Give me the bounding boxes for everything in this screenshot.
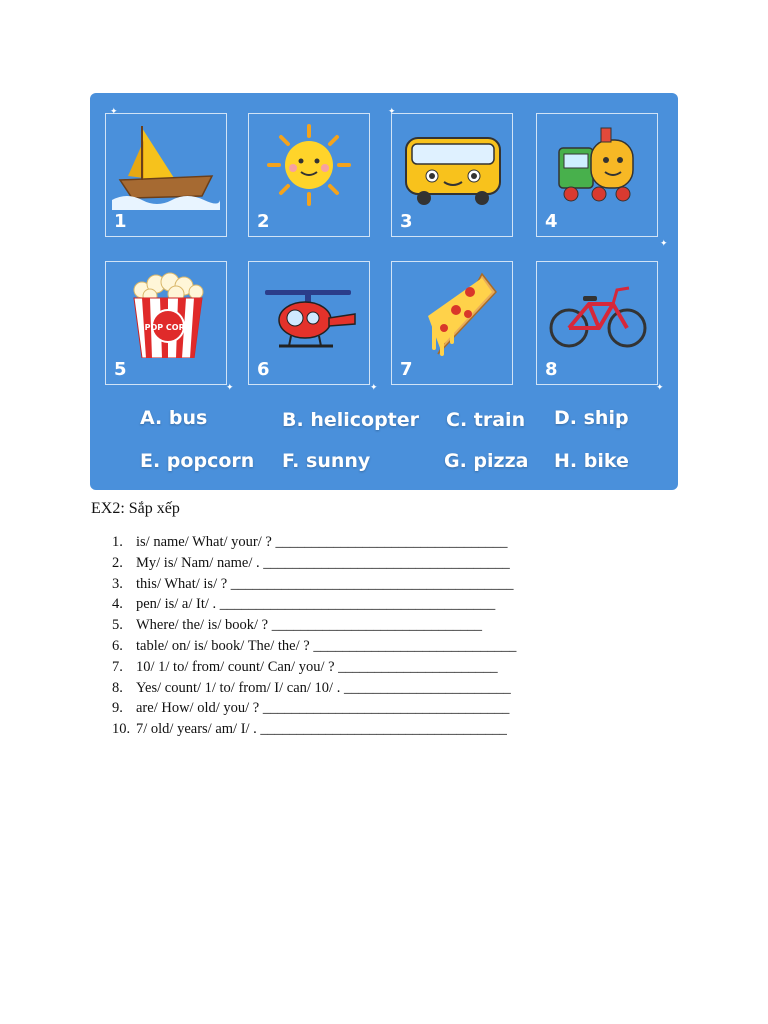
picture-card-6: [248, 261, 370, 385]
list-item: 10. 7/ old/ years/ am/ I/ . __________________________________: [112, 721, 507, 738]
list-item: 8. Yes/ count/ 1/ to/ from/ I/ can/ 10/ . _______________________: [112, 679, 511, 696]
word-bank-item: H. bike: [554, 450, 629, 472]
vocabulary-panel: [90, 93, 678, 490]
popcorn-label: POP CORN: [144, 323, 192, 332]
word-bank-item: A. bus: [140, 407, 208, 429]
list-item: 3. this/ What/ is/ ? _______________________________________: [112, 575, 514, 592]
list-item: 7. 10/ 1/ to/ from/ count/ Can/ you/ ? ______________________: [112, 658, 498, 675]
picture-card-1: [105, 113, 227, 237]
picture-card-3: [391, 113, 513, 237]
item-text: 7/ old/ years/ am/ I/ . __________________________________: [136, 721, 507, 738]
list-item: 9. are/ How/ old/ you/ ? __________________________________: [112, 700, 510, 717]
train-icon: [543, 120, 651, 210]
picture-card-5: [105, 261, 227, 385]
item-text: table/ on/ is/ book/ The/ the/ ? ____________________________: [136, 637, 517, 654]
item-text: My/ is/ Nam/ name/ . __________________________________: [136, 554, 510, 571]
sparkle-icon: ✦: [656, 383, 664, 393]
item-text: this/ What/ is/ ? _______________________________________: [136, 575, 514, 592]
sparkle-icon: ✦: [370, 383, 378, 393]
word-bank-item: F. sunny: [282, 450, 371, 472]
exercise-title: EX2: Sắp xếp: [91, 500, 180, 517]
item-text: is/ name/ What/ your/ ? ________________________________: [136, 534, 508, 550]
picture-card-8: [536, 261, 658, 385]
word-bank-item: D. ship: [554, 407, 629, 429]
sailboat-icon: [112, 120, 220, 210]
sun-icon: [255, 120, 363, 210]
word-bank-item: E. popcorn: [140, 450, 255, 472]
item-text: Where/ the/ is/ book/ ? _____________________________: [136, 617, 482, 634]
list-item: 6. table/ on/ is/ book/ The/ the/ ? ____________________________: [112, 637, 517, 654]
card-number: 2: [257, 211, 270, 232]
sparkle-icon: ✦: [660, 239, 668, 249]
picture-card-4: [536, 113, 658, 237]
bus-icon: [398, 120, 506, 210]
card-number: 7: [400, 359, 413, 380]
helicopter-icon: [255, 268, 363, 358]
item-text: are/ How/ old/ you/ ? __________________________________: [136, 700, 510, 717]
card-number: 4: [545, 211, 558, 232]
sparkle-icon: ✦: [110, 107, 118, 117]
word-bank-item: B. helicopter: [282, 409, 420, 431]
word-bank-item: G. pizza: [444, 450, 529, 472]
card-number: 8: [545, 359, 558, 380]
pizza-icon: [398, 268, 506, 358]
list-item: 5. Where/ the/ is/ book/ ? _____________________________: [112, 617, 482, 634]
item-text: 10/ 1/ to/ from/ count/ Can/ you/ ? ______________________: [136, 658, 498, 675]
card-number: 5: [114, 359, 127, 380]
item-text: pen/ is/ a/ It/ . ______________________________________: [136, 596, 496, 613]
list-item: 1. is/ name/ What/ your/ ? ________________________________: [112, 534, 508, 550]
card-number: 6: [257, 359, 270, 380]
list-item: 2. My/ is/ Nam/ name/ . __________________________________: [112, 554, 510, 571]
popcorn-icon: [112, 268, 220, 358]
bike-icon: [543, 268, 651, 358]
exercise-list: [112, 532, 516, 740]
sparkle-icon: ✦: [226, 383, 234, 393]
card-number: 1: [114, 211, 127, 232]
picture-card-7: [391, 261, 513, 385]
item-text: Yes/ count/ 1/ to/ from/ I/ can/ 10/ . _______________________: [136, 679, 511, 696]
list-item: 4. pen/ is/ a/ It/ . ______________________________________: [112, 596, 496, 613]
picture-card-2: [248, 113, 370, 237]
sparkle-icon: ✦: [388, 107, 396, 117]
card-number: 3: [400, 211, 413, 232]
word-bank-item: C. train: [446, 409, 526, 431]
